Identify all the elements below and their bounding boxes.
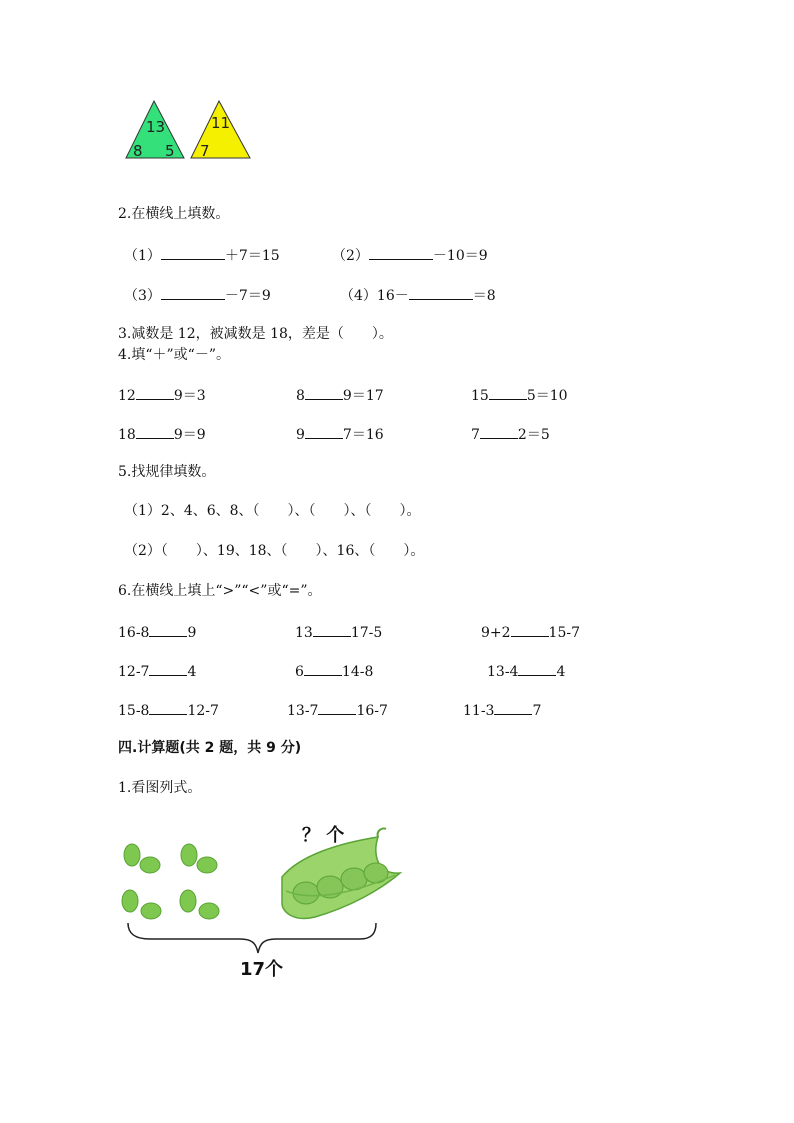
q6-item-1-blank[interactable] <box>149 622 187 637</box>
number-triangles-figure <box>120 96 260 166</box>
q6-item-7-b: 12-7 <box>187 703 219 719</box>
q4-item-4-a: 18 <box>118 427 136 443</box>
q6-item-3-blank[interactable] <box>511 622 549 637</box>
q6-item-8-b: 16-7 <box>356 703 388 719</box>
q6-item-7-a: 15-8 <box>118 703 150 719</box>
q6-item-2 <box>295 622 382 642</box>
pea <box>181 844 197 866</box>
q4-item-1-blank[interactable] <box>136 385 174 400</box>
q6-item-2-blank[interactable] <box>313 622 351 637</box>
q6-item-4-a: 12-7 <box>118 664 150 680</box>
q4-item-6-blank[interactable] <box>480 424 518 439</box>
q4-item-2 <box>296 385 384 405</box>
q6-item-6-b: 4 <box>556 664 566 680</box>
green-triangle-top: 13 <box>146 118 166 136</box>
green-triangle-left: 8 <box>133 142 143 160</box>
q4-item-2-blank[interactable] <box>305 385 343 400</box>
q4-title: 4.填“＋”或“－”。 <box>118 347 230 363</box>
q6-item-7-blank[interactable] <box>149 700 187 715</box>
q2-item-3 <box>124 285 271 305</box>
q6-item-6-a: 13-4 <box>487 664 519 680</box>
question-label: ？ 个 <box>302 825 345 846</box>
q2-item-4-before: 16－ <box>376 288 409 304</box>
q2-item-1-after: ＋7＝15 <box>224 248 280 264</box>
q4-item-1 <box>118 385 206 405</box>
q2-item-2-blank[interactable] <box>369 245 433 260</box>
q6-item-3-a: 9+2 <box>481 625 511 641</box>
pea <box>180 890 196 912</box>
q4-item-6 <box>471 424 550 444</box>
q2-item-1-num: （1） <box>124 248 161 264</box>
q4-item-4-b: 9＝9 <box>173 427 206 443</box>
pea-figure <box>110 815 420 985</box>
pea <box>197 857 217 873</box>
q2-item-1 <box>124 245 280 265</box>
q6-item-4-b: 4 <box>187 664 197 680</box>
q2-item-2 <box>332 245 488 265</box>
q6-item-2-b: 17-5 <box>350 625 383 641</box>
q2-item-3-blank[interactable] <box>161 285 225 300</box>
q5-title: 5.找规律填数。 <box>118 464 216 480</box>
q2-item-2-after: －10＝9 <box>432 248 488 264</box>
q4-item-3 <box>471 385 568 405</box>
pea <box>140 857 160 873</box>
q6-item-5-blank[interactable] <box>304 661 342 676</box>
q6-item-1-b: 9 <box>187 625 197 641</box>
brace <box>128 923 376 953</box>
q4-item-1-b: 9＝3 <box>173 388 206 404</box>
q5-line-1: （1）2、4、6、8、（ ）、（ ）、（ ）。 <box>124 503 421 519</box>
q6-item-8-blank[interactable] <box>318 700 356 715</box>
pea <box>141 903 161 919</box>
q4-item-4-blank[interactable] <box>136 424 174 439</box>
q6-item-9-blank[interactable] <box>494 700 532 715</box>
q6-item-3-b: 15-7 <box>548 625 580 641</box>
q6-item-2-a: 13 <box>295 625 313 641</box>
q6-item-4-blank[interactable] <box>149 661 187 676</box>
q6-item-8 <box>287 700 388 720</box>
q4-item-6-b: 2＝5 <box>517 427 550 443</box>
calc1-title: 1.看图列式。 <box>118 780 202 796</box>
q6-title: 6.在横线上填上“>”“<”或“=”。 <box>118 583 322 599</box>
q2-item-1-blank[interactable] <box>161 245 225 260</box>
q6-item-5 <box>295 661 373 681</box>
q2-item-2-num: （2） <box>332 248 369 264</box>
q4-item-5-blank[interactable] <box>305 424 343 439</box>
q4-item-2-a: 8 <box>296 388 305 404</box>
q6-item-1-a: 16-8 <box>118 625 150 641</box>
yellow-triangle-left: 7 <box>200 142 210 160</box>
q2-item-3-after: －7＝9 <box>224 288 271 304</box>
loose-peas <box>122 844 219 919</box>
q6-item-9 <box>463 700 541 720</box>
section4-title: 四.计算题(共 2 题，共 9 分) <box>118 740 302 756</box>
q6-item-8-a: 13-7 <box>287 703 319 719</box>
q4-item-5-a: 9 <box>296 427 305 443</box>
q6-item-7 <box>118 700 219 720</box>
q4-item-2-b: 9＝17 <box>342 388 384 404</box>
q2-title: 2.在横线上填数。 <box>118 206 230 222</box>
q4-item-4 <box>118 424 206 444</box>
q6-item-9-a: 11-3 <box>463 703 495 719</box>
q2-item-4-after: ＝8 <box>472 288 496 304</box>
q4-item-6-a: 7 <box>471 427 480 443</box>
q2-item-3-num: （3） <box>124 288 161 304</box>
pea <box>124 844 140 866</box>
q4-item-1-a: 12 <box>118 388 136 404</box>
green-triangle-right: 5 <box>165 142 175 160</box>
q6-item-4 <box>118 661 196 681</box>
q6-item-9-b: 7 <box>532 703 542 719</box>
q4-item-3-b: 5＝10 <box>526 388 568 404</box>
q2-item-4-num: （4） <box>340 288 377 304</box>
q2-item-4-blank[interactable] <box>409 285 473 300</box>
q6-item-3 <box>481 622 580 642</box>
q6-item-5-b: 14-8 <box>341 664 374 680</box>
q3-title: 3.减数是 12，被减数是 18，差是（ ）。 <box>118 326 393 342</box>
q6-item-1 <box>118 622 196 642</box>
q4-item-3-blank[interactable] <box>489 385 527 400</box>
pea <box>122 890 138 912</box>
q2-item-4 <box>340 285 496 305</box>
total-label: 17个 <box>240 959 284 980</box>
q4-item-3-a: 15 <box>471 388 489 404</box>
q6-item-6 <box>487 661 565 681</box>
yellow-triangle-top: 11 <box>211 114 231 132</box>
q5-line-2: （2）（ ）、19、18、（ ）、16、（ ）。 <box>124 543 425 559</box>
q6-item-6-blank[interactable] <box>518 661 556 676</box>
pea <box>199 903 219 919</box>
q4-item-5-b: 7＝16 <box>342 427 384 443</box>
q4-item-5 <box>296 424 384 444</box>
q6-item-5-a: 6 <box>295 664 304 680</box>
